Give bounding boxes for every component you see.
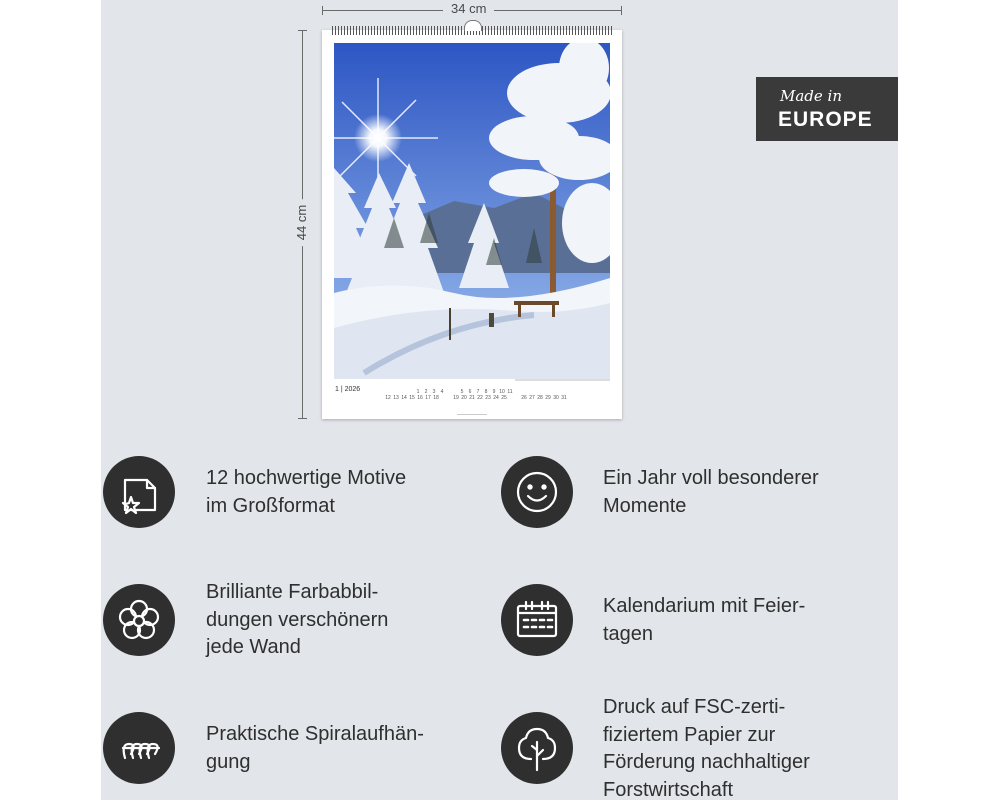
day-16: 16 — [417, 395, 423, 401]
day-6: 6 — [468, 389, 472, 395]
width-dimension-label: 34 cm — [443, 1, 494, 16]
day-30: 30 — [553, 395, 559, 401]
feature-text-farbabbildungen: Brilliante Farbabbil- dungen verschönern jede Wand — [206, 581, 389, 658]
spiral-icon — [103, 712, 175, 784]
height-dimension-tick-bottom — [298, 418, 307, 419]
height-dimension-label: 44 cm — [294, 199, 309, 246]
feature-text-kalendarium: Kalendarium mit Feier- tagen — [603, 595, 806, 645]
day-28: 28 — [537, 395, 543, 401]
day-21: 21 — [469, 395, 475, 401]
calendar-preview — [322, 30, 622, 419]
day-23: 23 — [485, 395, 491, 401]
calendar-icon — [501, 584, 573, 656]
day-29: 29 — [545, 395, 551, 401]
day-17: 17 — [425, 395, 431, 401]
calendar-days — [384, 389, 612, 401]
day-15: 15 — [409, 395, 415, 401]
month-label: 1 | 2026 — [335, 386, 361, 393]
day-11: 11 — [507, 389, 513, 395]
feature-text-spiral: Praktische Spiralaufhän- gung — [206, 723, 424, 773]
feature-text-fsc: Druck auf FSC-zerti- fiziertem Papier zur Förderung nachhaltiger Forstwirtschaft — [603, 696, 810, 801]
made-in-europe-badge — [756, 77, 898, 141]
day-24: 24 — [493, 395, 499, 401]
day-22: 22 — [477, 395, 483, 401]
day-4: 4 — [440, 389, 444, 395]
width-dimension-tick-right — [621, 6, 622, 15]
day-13: 13 — [393, 395, 399, 401]
day-14: 14 — [401, 395, 407, 401]
smiley-icon — [501, 456, 573, 528]
width-dimension-tick-left — [322, 6, 323, 15]
day-27: 27 — [529, 395, 535, 401]
star-document-icon — [103, 456, 175, 528]
day-3: 3 — [432, 389, 436, 395]
winter-landscape-photo — [334, 43, 610, 379]
day-2: 2 — [424, 389, 428, 395]
feature-text-motive: 12 hochwertige Motive im Großformat — [206, 467, 407, 517]
calendar-footer-line — [457, 414, 487, 415]
tree-icon — [501, 712, 573, 784]
day-1: 1 — [416, 389, 420, 395]
day-12: 12 — [385, 395, 391, 401]
day-19: 19 — [453, 395, 459, 401]
day-9: 9 — [492, 389, 496, 395]
photo-caption — [515, 379, 610, 381]
day-25: 25 — [501, 395, 507, 401]
day-7: 7 — [476, 389, 480, 395]
feature-text-momente: Ein Jahr voll besonderer Momente — [603, 467, 819, 517]
hanger-hook — [464, 20, 482, 31]
day-8: 8 — [484, 389, 488, 395]
badge-made-in: Made in — [780, 87, 843, 105]
day-26: 26 — [521, 395, 527, 401]
day-10: 10 — [499, 389, 505, 395]
day-5: 5 — [460, 389, 464, 395]
day-31: 31 — [561, 395, 567, 401]
day-18: 18 — [433, 395, 439, 401]
flower-icon — [103, 584, 175, 656]
day-20: 20 — [461, 395, 467, 401]
badge-europe: EUROPE — [778, 108, 873, 131]
height-dimension-tick-top — [298, 30, 307, 31]
